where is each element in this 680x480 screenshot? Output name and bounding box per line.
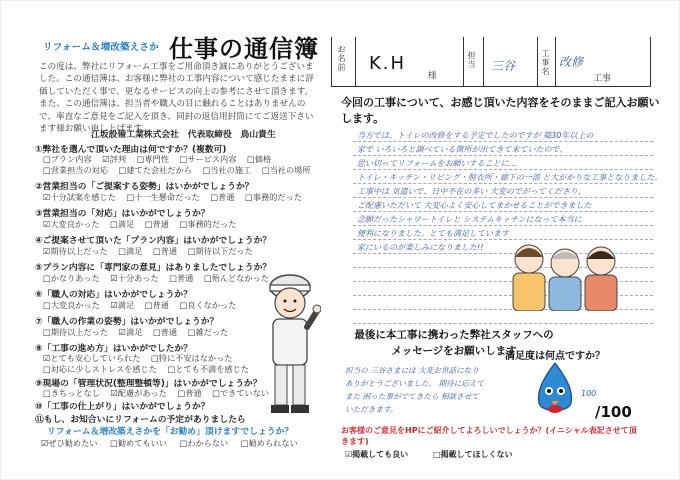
option[interactable]: □十一生懸命だった bbox=[126, 192, 200, 202]
feedback-line: 便利になりました。とても満足しています bbox=[357, 229, 509, 238]
option[interactable]: □普通 bbox=[177, 388, 202, 398]
feedback-line: 家で いろいろと調べている箇所が出てきて来ていたので、 bbox=[357, 145, 568, 154]
brand-label: リフォーム＆増改築えさか bbox=[43, 42, 159, 53]
option[interactable]: ☑満足 bbox=[110, 300, 135, 310]
worker-illustration bbox=[259, 267, 321, 417]
feedback-line: 当方では、トイレの改修をする予定でしたのですが 築30年以上の bbox=[357, 131, 594, 140]
consent-option-no[interactable]: □掲載してほしくない bbox=[432, 450, 513, 459]
option[interactable]: □サービス内容 bbox=[179, 154, 237, 164]
feedback-line: 家にいるのが楽しみになりました!! bbox=[357, 243, 484, 252]
option[interactable]: □満足 bbox=[110, 219, 135, 229]
option[interactable]: □とても不満を感じた bbox=[167, 364, 249, 374]
option[interactable]: □普通 bbox=[144, 219, 169, 229]
feedback-line: 念願だったシャワートイレと システムキッチンになって本当に bbox=[357, 215, 582, 224]
option[interactable]: □期待以上だった bbox=[43, 327, 109, 337]
option[interactable]: □営業担当の対応 bbox=[43, 165, 109, 175]
option[interactable]: □普通 bbox=[210, 192, 235, 202]
question-6: ⑥「職人の対応」はいかがでしょうか？ bbox=[35, 290, 192, 300]
option[interactable]: □期待以下だった bbox=[187, 246, 253, 256]
feedback-line: 工事中は 気遣いで、日中不在の多い 大変のでがってくださり、 bbox=[357, 187, 586, 196]
option[interactable]: □満足 bbox=[118, 246, 143, 256]
feedback-heading: 今回の工事について、お感じ頂いた内容をそのままご記入お願いします。 bbox=[341, 96, 660, 125]
family-illustration bbox=[495, 237, 631, 311]
question-6-options bbox=[43, 300, 244, 311]
option[interactable]: ☑大変良かった bbox=[43, 219, 100, 229]
option[interactable]: □勧められない bbox=[240, 438, 298, 448]
signature: 江坂設備工業株式会社 代表取締役 鳥山貴生 bbox=[91, 130, 276, 140]
option[interactable]: □プラン内容 bbox=[43, 154, 92, 164]
question-1: ①弊社を選んで頂いた理由は何ですか？(複数可) bbox=[35, 145, 227, 155]
sama-label: 様 bbox=[428, 71, 437, 81]
option[interactable]: ☑評判 bbox=[102, 154, 127, 164]
option[interactable]: □かなりあった bbox=[43, 273, 100, 283]
message-line: 担当の 三谷さまには 大変お世話になり bbox=[345, 366, 479, 375]
option[interactable]: □特に不安はなかった bbox=[151, 353, 233, 363]
option[interactable]: ☑期待以上だった bbox=[43, 246, 108, 256]
question-11-line2: リフォーム＆増改築えさかを「お勧め」頂けますでしょうか？ bbox=[47, 427, 294, 437]
question-1-options-a bbox=[43, 154, 279, 165]
question-4-options bbox=[43, 246, 261, 257]
option[interactable]: □建てた会社だから bbox=[118, 165, 192, 175]
question-3-options bbox=[43, 219, 244, 230]
option[interactable]: ☑とても安心していられた bbox=[43, 353, 141, 363]
option[interactable]: □普通 bbox=[153, 327, 178, 337]
kouji-suffix: 工事 bbox=[593, 74, 612, 84]
option[interactable]: ☑十分試案を感じた bbox=[43, 192, 116, 202]
option[interactable]: □当社の施工 bbox=[202, 165, 252, 175]
consent-text: お客様のご意見をHPにご紹介してよろしいでしょうか？(イニシャル表記させて頂きます) bbox=[341, 426, 637, 446]
page-title: 仕事の通信簿 bbox=[169, 34, 319, 63]
name-label: お名前 bbox=[337, 45, 346, 72]
option[interactable]: □良くなかった bbox=[179, 300, 237, 310]
score-value: 100 bbox=[581, 389, 597, 398]
option[interactable]: □普通 bbox=[144, 300, 169, 310]
question-8-options-b bbox=[43, 364, 257, 375]
message-line: いただきます。 bbox=[345, 405, 398, 414]
question-1-options-b bbox=[43, 165, 319, 176]
question-7: ⑦「職人の作業の姿勢」はいかがでしょうか？ bbox=[35, 317, 219, 327]
question-8: ⑧「工事の進め方」はいかがでしたか？ bbox=[35, 344, 192, 354]
option[interactable]: □きちっとなし bbox=[43, 388, 100, 398]
option[interactable]: □普通 bbox=[169, 273, 194, 283]
question-3: ③営業担当の「対応」はいかがでしょうか？ bbox=[35, 209, 210, 219]
mascot-illustration bbox=[531, 361, 579, 419]
staff-message-area bbox=[341, 361, 531, 421]
option[interactable]: □できていない bbox=[212, 388, 270, 398]
intro-text: この度は、弊社にリフォーム工事をご用命頂き誠にありがとうございました。この通信簿は、お客様に弊社の工事内容について感じたままに評価していただく事で、更なるサービスの向上の参考にさせて頂きます。また、この通信簿は、担当者や職人の目に触れることはありませんので、率直なご意見をご記入を頂き、同封の返信用封筒にてご返送下さいます様お願い申し上げます。 bbox=[39, 62, 314, 135]
question-5: ⑤プラン内容に「専門家の意見」はありましたでしょうか？ bbox=[35, 263, 272, 273]
option[interactable]: □事務的だった bbox=[245, 192, 302, 202]
score-total: /100 bbox=[595, 403, 632, 421]
option[interactable]: □事務的だった bbox=[179, 219, 237, 229]
option[interactable]: □雑だった bbox=[187, 327, 229, 337]
option[interactable]: □勧めてもいい bbox=[110, 438, 167, 448]
option[interactable]: □殆んどなかった bbox=[203, 273, 269, 283]
feedback-line: 思い切ってリフォームをお願いすることに… bbox=[357, 159, 517, 168]
staff-heading-line2: メッセージをお願いします bbox=[391, 345, 517, 357]
option[interactable]: □専門性 bbox=[136, 154, 169, 164]
question-9: ⑨現場の「管理状況(整理整頓等)」はいかがでしょうか？ bbox=[35, 379, 262, 389]
message-line: また 困った事がでてきたら 相談させて bbox=[345, 392, 479, 401]
question-11-options bbox=[41, 438, 308, 449]
feedback-line: ご配慮いただいて 大変心よく安心してまかせることができました bbox=[357, 201, 592, 210]
satisfaction-label: 満足度は何点ですか？ bbox=[505, 351, 605, 362]
tanto-value: 三谷 bbox=[491, 59, 516, 73]
tanto-label: 担当 bbox=[467, 51, 476, 69]
kouji-label: 工事名 bbox=[541, 49, 550, 76]
option[interactable]: ☑ぜひ勧めたい bbox=[41, 438, 98, 448]
question-5-options bbox=[43, 273, 277, 284]
option[interactable]: ☑満足 bbox=[118, 327, 143, 337]
feedback-line: トイレ・キッチン・リビング・脱衣所・廊下の一部 と大がかりな工事となりました。 bbox=[357, 173, 663, 182]
question-2: ②営業担当の「ご提案する姿勢」はいかがでしょうか？ bbox=[35, 182, 254, 192]
question-11-line1: ⑪もし、お知合いにリフォームの予定がありましたら bbox=[35, 415, 246, 425]
kouji-value: 改修 bbox=[559, 55, 584, 69]
question-2-options bbox=[43, 192, 310, 203]
question-7-options bbox=[43, 327, 236, 338]
question-10: ⑩「工事の仕上がり」はいかがでしょうか？ bbox=[35, 402, 210, 412]
option[interactable]: □わからない bbox=[179, 438, 229, 448]
question-9-options bbox=[43, 388, 277, 399]
customer-name: K.H bbox=[369, 53, 407, 74]
question-4: ④ご提案させて頂いた「プラン内容」はいかがでしょうか？ bbox=[35, 236, 272, 246]
option[interactable]: □大変良かった bbox=[43, 300, 100, 310]
option[interactable]: ☑十分あった bbox=[110, 273, 159, 283]
option[interactable]: ☑配慮があった bbox=[110, 388, 167, 398]
option[interactable]: □当社の場所 bbox=[261, 165, 311, 175]
question-8-options-a bbox=[43, 353, 240, 364]
consent-options bbox=[345, 449, 535, 460]
staff-heading-line1: 最後に本工事に携わった弊社スタッフへの bbox=[354, 329, 554, 341]
option[interactable]: □価格 bbox=[247, 154, 272, 164]
option[interactable]: □普通 bbox=[153, 246, 178, 256]
consent-option-yes[interactable]: ☑掲載しても良い bbox=[345, 450, 409, 459]
option[interactable]: □対応に少しストレスを感じた bbox=[43, 364, 157, 374]
message-line: ありがとうございました。 期待に応えて bbox=[345, 379, 485, 388]
